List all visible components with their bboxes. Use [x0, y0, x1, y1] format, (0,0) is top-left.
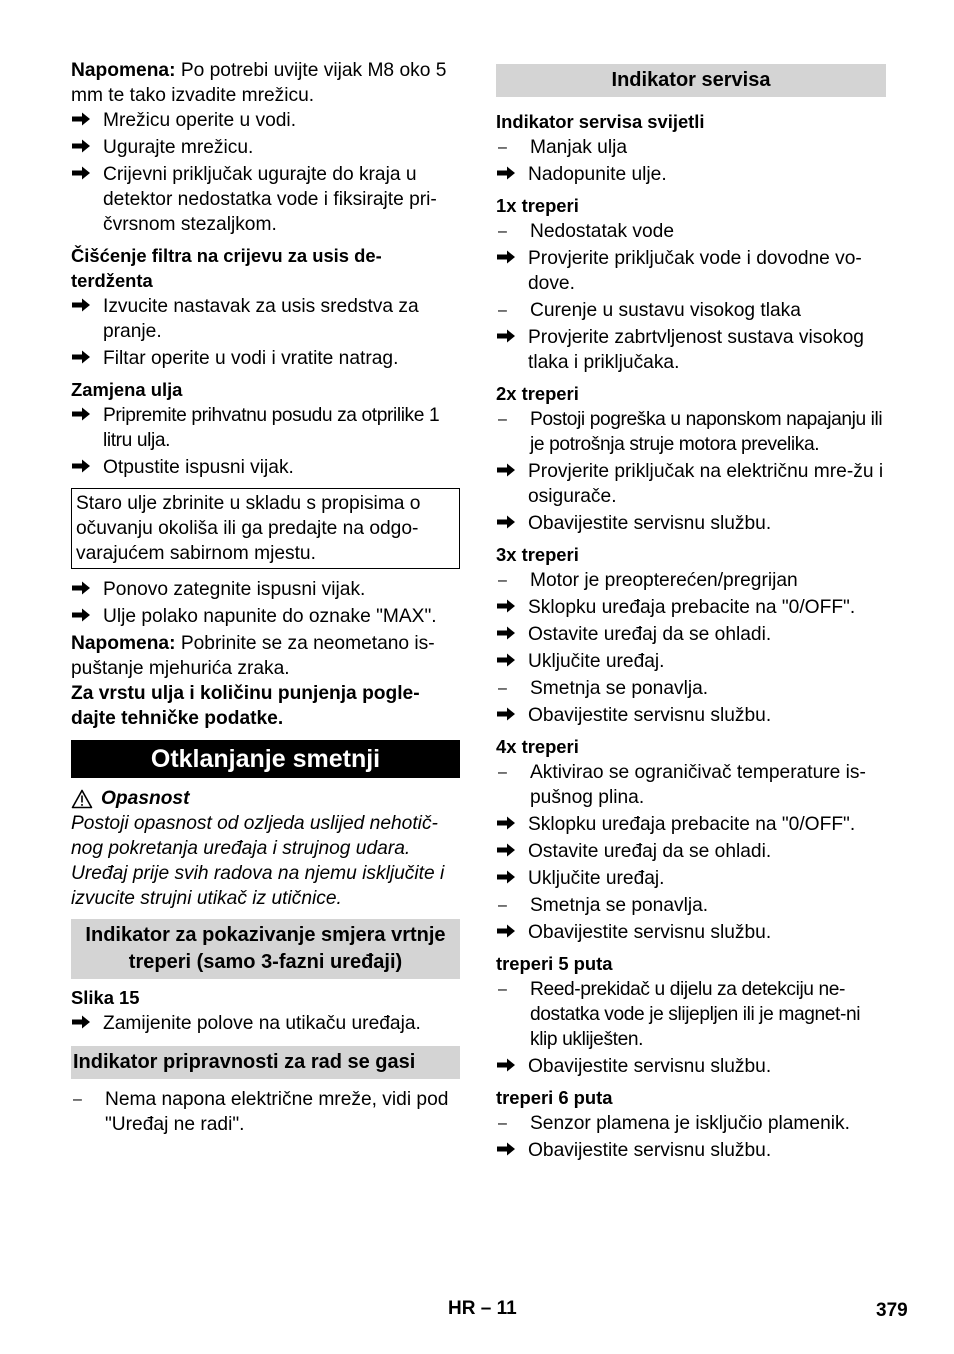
dash-bullet: –	[498, 680, 507, 697]
step-text: Mrežicu operite u vodi.	[103, 110, 297, 131]
arrow-icon	[496, 649, 528, 674]
note-paragraph	[71, 58, 460, 108]
cause-text: Senzor plamena je isključio plamenik.	[530, 1113, 850, 1134]
list-item	[496, 977, 886, 1052]
arrow-icon	[71, 403, 103, 453]
dash-bullet: –	[498, 411, 507, 428]
filter-heading: Čišćenje filtra na crijevu za usis de-terdženta	[71, 245, 382, 291]
group-heading: treperi 6 puta	[496, 1087, 613, 1108]
step-text: Izvucite nastavak za usis sredstva za pranje.	[103, 296, 419, 342]
note-text: Po potrebi uvijte vijak M8 oko 5 mm te tako izvadite mrežicu.	[71, 60, 447, 106]
arrow-icon	[71, 1011, 103, 1036]
steps-list	[71, 108, 460, 237]
list-item	[496, 812, 886, 837]
step-text: Uključite uređaj.	[528, 651, 665, 672]
arrow-icon	[71, 294, 103, 344]
list-item	[71, 135, 460, 160]
dash-bullet: –	[498, 897, 507, 914]
step-text: Ponovo zategnite ispusni vijak.	[103, 579, 366, 600]
list-item	[496, 298, 886, 323]
group-heading: treperi 5 puta	[496, 953, 613, 974]
note-text: Pobrinite se za neometano is-puštanje mjehurića zraka.	[71, 633, 435, 679]
cause-text: Nedostatak vode	[530, 221, 674, 242]
step-text: Ugurajte mrežicu.	[103, 137, 254, 158]
arrow-icon	[496, 325, 528, 375]
ready-indicator-heading: Indikator pripravnosti za rad se gasi	[71, 1046, 460, 1079]
list-item	[496, 920, 886, 945]
list-item	[71, 577, 460, 602]
cause-text: Postoji pogreška u naponskom napajanju ili je potrošnja struje motora prevelika.	[530, 409, 883, 455]
arrow-icon	[496, 920, 528, 945]
arrow-icon	[496, 703, 528, 728]
cause-text: Nema napona električne mreže, vidi pod "Uređaj ne radi".	[105, 1089, 449, 1135]
list-item	[496, 893, 886, 918]
arrow-icon	[496, 459, 528, 509]
arrow-icon	[71, 108, 103, 133]
cause-text: Smetnja se ponavlja.	[530, 895, 709, 916]
figure-label: Slika 15	[71, 987, 140, 1008]
note-label: Napomena:	[71, 60, 176, 81]
arrow-icon	[496, 1138, 528, 1163]
right-column	[496, 64, 886, 1165]
step-text: Provjerite zabrtvljenost sustava visokog tlaka i priključaka.	[528, 327, 864, 373]
dash-bullet: –	[498, 223, 507, 240]
list-item	[71, 604, 460, 629]
list-item	[496, 459, 886, 509]
step-text: Crijevni priključak ugurajte do kraja u detektor nedostatka vode i fiksirajte pri-čvrsnom stezaljkom.	[103, 164, 437, 235]
list-item	[496, 135, 886, 160]
dash-bullet: –	[498, 981, 507, 998]
cause-text: Smetnja se ponavlja.	[530, 678, 709, 699]
group-heading: Indikator servisa svijetli	[496, 111, 705, 132]
list-item	[496, 760, 886, 810]
dash-bullet: –	[498, 1115, 507, 1132]
list-item	[496, 866, 886, 891]
cause-text: Motor je preopterećen/pregrijan	[530, 570, 798, 591]
list-item	[496, 325, 886, 375]
group-heading: 2x treperi	[496, 383, 579, 404]
list-item	[496, 162, 886, 187]
dash-bullet: –	[498, 764, 507, 781]
arrow-icon	[71, 162, 103, 237]
list-item	[496, 1111, 886, 1136]
list-item	[71, 162, 460, 237]
step-text: Obavijestite servisnu službu.	[528, 1056, 772, 1077]
arrow-icon	[71, 455, 103, 480]
cause-text: Curenje u sustavu visokog tlaka	[530, 300, 801, 321]
service-groups	[496, 109, 886, 1163]
step-text: Provjerite priključak na električnu mre-žu i osigurače.	[528, 461, 884, 507]
warning-text: Postoji opasnost od ozljeda uslijed nehotič-nog pokretanja uređaja i strujnog udara. Uređaj prije svih radova na njemu isključite i izvucite strujni utikač iz utičnice.	[71, 813, 445, 909]
arrow-icon	[71, 135, 103, 160]
list-item	[496, 649, 886, 674]
group-heading: 4x treperi	[496, 736, 579, 757]
cause-text: Aktivirao se ograničivač temperature is-pušnog plina.	[530, 762, 866, 808]
list-item	[71, 294, 460, 344]
list-item	[496, 568, 886, 593]
step-text: Otpustite ispusni vijak.	[103, 457, 294, 478]
list-item	[496, 839, 886, 864]
list-item	[496, 511, 886, 536]
step-text: Obavijestite servisnu službu.	[528, 705, 772, 726]
list-item	[71, 346, 460, 371]
note-paragraph	[71, 631, 460, 681]
dash-bullet: –	[73, 1091, 82, 1108]
page-number: 379	[876, 1300, 908, 1321]
cause-text: Reed-prekidač u dijelu za detekciju ne-dostatka vode je slijepljen ili je magnet-ni klip ukliješten.	[530, 979, 861, 1050]
step-text: Ulje polako napunite do oznake "MAX".	[103, 606, 437, 627]
list-item	[496, 219, 886, 244]
dash-bullet: –	[498, 572, 507, 589]
arrow-icon	[71, 604, 103, 629]
step-text: Pripremite prihvatnu posudu za otprilike 1 litru ulja.	[103, 405, 440, 451]
list-item	[496, 703, 886, 728]
list-item	[496, 622, 886, 647]
warning-heading	[71, 786, 460, 811]
step-text: Obavijestite servisnu službu.	[528, 922, 772, 943]
step-text: Provjerite priključak vode i dovodne vo-dove.	[528, 248, 862, 294]
arrow-icon	[71, 577, 103, 602]
cause-text: Manjak ulja	[530, 137, 628, 158]
page-section-label: HR – 11	[448, 1298, 517, 1319]
note-label: Napomena:	[71, 633, 176, 654]
step-text: Obavijestite servisnu službu.	[528, 1140, 772, 1161]
arrow-icon	[496, 812, 528, 837]
step-text: Ostavite uređaj da se ohladi.	[528, 841, 772, 862]
step-text: Nadopunite ulje.	[528, 164, 667, 185]
oil-heading: Zamjena ulja	[71, 379, 183, 400]
step-text: Ostavite uređaj da se ohladi.	[528, 624, 772, 645]
arrow-icon	[496, 1054, 528, 1079]
list-item	[496, 676, 886, 701]
rotation-indicator-heading: Indikator za pokazivanje smjera vrtnje treperi (samo 3-fazni uređaji)	[71, 919, 460, 979]
arrow-icon	[496, 839, 528, 864]
step-text: Sklopku uređaja prebacite na "0/OFF".	[528, 597, 856, 618]
dash-bullet: –	[498, 139, 507, 156]
arrow-icon	[496, 246, 528, 296]
list-item	[496, 1138, 886, 1163]
list-item	[496, 407, 886, 457]
step-text: Uključite uređaj.	[528, 868, 665, 889]
arrow-icon	[496, 162, 528, 187]
arrow-icon	[496, 511, 528, 536]
list-item	[71, 108, 460, 133]
list-item	[71, 455, 460, 480]
arrow-icon	[496, 866, 528, 891]
warning-label: Opasnost	[101, 788, 190, 809]
list-item	[71, 403, 460, 453]
list-item	[496, 246, 886, 296]
group-heading: 1x treperi	[496, 195, 579, 216]
group-heading: 3x treperi	[496, 544, 579, 565]
warning-triangle-icon	[71, 789, 93, 809]
list-item	[496, 1054, 886, 1079]
arrow-icon	[496, 622, 528, 647]
environment-note-box: Staro ulje zbrinite u skladu s propisima o očuvanju okoliša ili ga predajte na odgo-varajućem sabirnom mjestu.	[71, 488, 460, 569]
arrow-icon	[71, 346, 103, 371]
bold-note: Za vrstu ulja i količinu punjenja pogle-dajte tehničke podatke.	[71, 683, 420, 729]
list-item	[71, 1011, 460, 1036]
step-text: Obavijestite servisnu službu.	[528, 513, 772, 534]
section-title: Otklanjanje smetnji	[71, 740, 460, 778]
left-column	[71, 58, 460, 1139]
list-item	[496, 595, 886, 620]
dash-bullet: –	[498, 302, 507, 319]
service-indicator-heading: Indikator servisa	[496, 64, 886, 97]
arrow-icon	[496, 595, 528, 620]
list-item	[71, 1087, 460, 1137]
step-text: Zamijenite polove na utikaču uređaja.	[103, 1013, 421, 1034]
step-text: Sklopku uređaja prebacite na "0/OFF".	[528, 814, 856, 835]
step-text: Filtar operite u vodi i vratite natrag.	[103, 348, 399, 369]
